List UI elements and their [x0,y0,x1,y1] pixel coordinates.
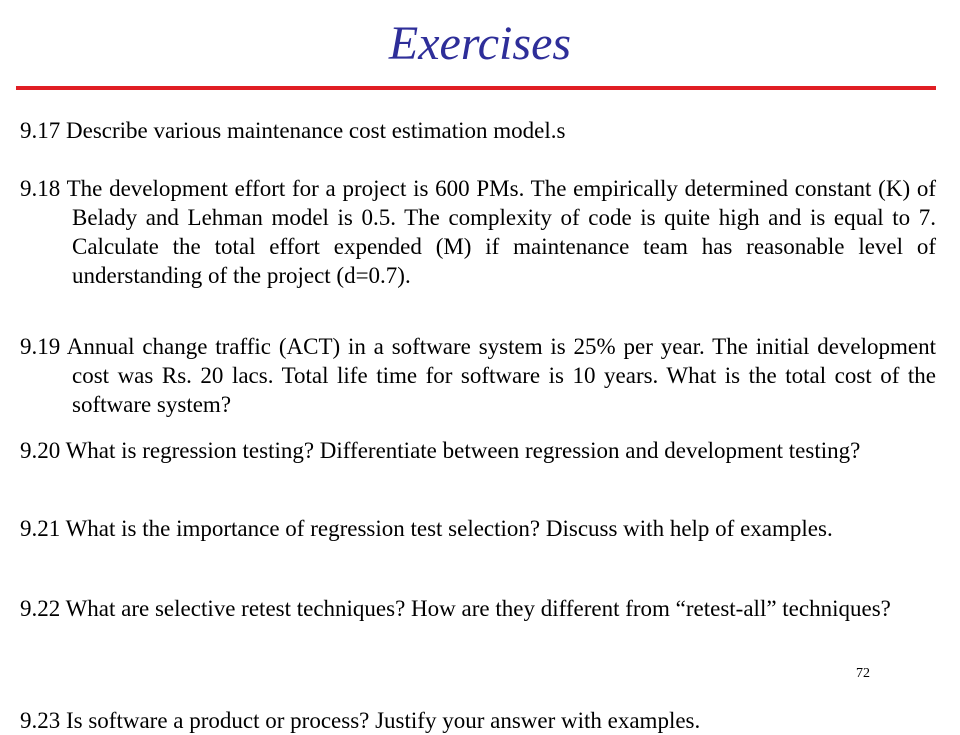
exercise-number: 9.18 [20,176,61,201]
exercise-text: What are selective retest techniques? How are they different from “retest-all” techniques? [65,596,891,621]
exercise-9-21 [20,514,936,543]
exercise-9-18 [20,174,936,290]
exercise-number: 9.21 [20,516,61,541]
exercise-number: 9.19 [20,334,61,359]
page-number: 72 [856,666,870,681]
exercise-text: Describe various maintenance cost estimation model.s [66,118,566,143]
exercise-number: 9.22 [20,596,61,621]
exercise-text: The development effort for a project is 600 PMs. The empirically determined constant (K) of Belady and Lehman model is 0.5. The complexity of code is quite high and is equal to 7. Calculate the total effort expended (M) if maintenance team has reasonable level of understanding of the project (d=0.7). [66,176,936,288]
exercise-9-22 [20,594,936,623]
exercise-text: Annual change traffic (ACT) in a software system is 25% per year. The initial development cost was Rs. 20 lacs. Total life time for software is 10 years. What is the total cost of the software system? [66,334,936,417]
exercise-number: 9.17 [20,118,61,143]
exercise-9-19 [20,332,936,419]
exercise-number: 9.20 [20,438,61,463]
exercise-9-23-partial: 9.23 Is software a product or process? Justify your answer with examples. [20,708,701,733]
exercise-9-17 [20,116,936,145]
exercise-text: What is the importance of regression test selection? Discuss with help of examples. [65,516,833,541]
exercise-9-20 [20,436,936,465]
slide-title: Exercises [388,17,572,70]
title-divider [16,86,936,90]
exercise-text: What is regression testing? Differentiate between regression and development testing? [65,438,861,463]
